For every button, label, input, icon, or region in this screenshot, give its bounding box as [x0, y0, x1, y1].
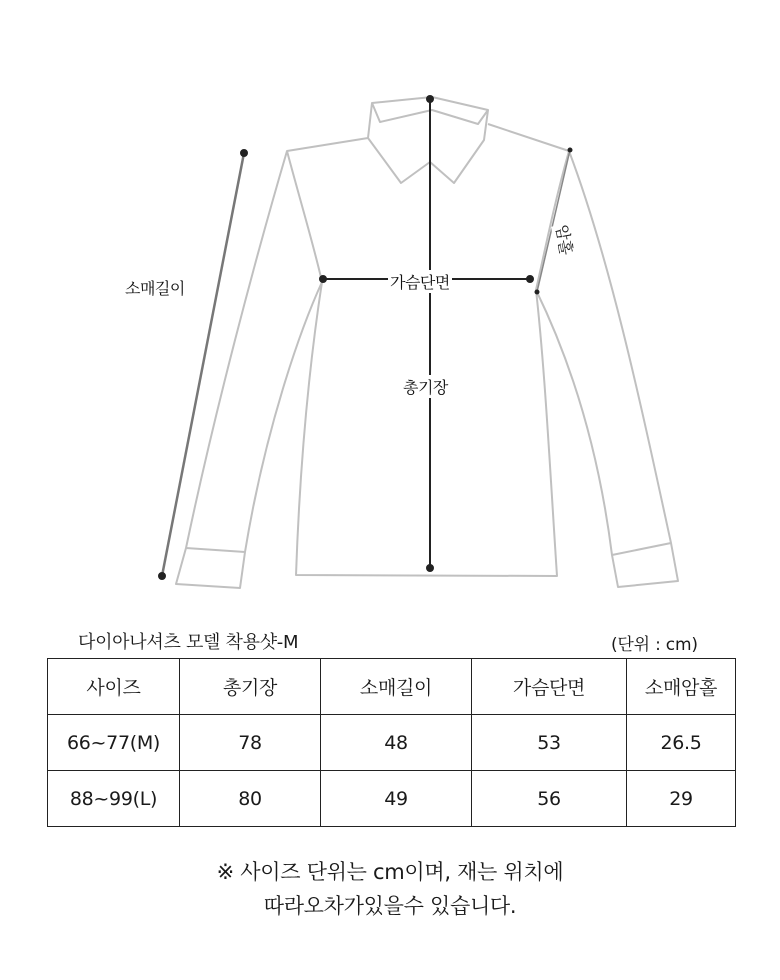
chest-width-label: 가슴단면: [388, 270, 452, 293]
header-chest-width: 가슴단면: [472, 659, 627, 715]
cell-sleeve-armhole: 29: [627, 771, 736, 827]
sleeve-length-label: 소매길이: [125, 279, 185, 298]
cell-sleeve-armhole: 26.5: [627, 715, 736, 771]
cell-size: 88~99(L): [48, 771, 180, 827]
total-length-label: 총기장: [401, 375, 450, 398]
shirt-outline: [176, 97, 678, 588]
cell-chest-width: 56: [472, 771, 627, 827]
header-sleeve-armhole: 소매암홀: [627, 659, 736, 715]
cell-size: 66~77(M): [48, 715, 180, 771]
total-length-end-dot: [427, 565, 434, 572]
cell-chest-width: 53: [472, 715, 627, 771]
measurement-lines: [159, 96, 573, 580]
notice-line-1: ※ 사이즈 단위는 cm이며, 재는 위치에: [216, 860, 564, 884]
cell-total-length: 78: [180, 715, 321, 771]
cell-sleeve-length: 48: [321, 715, 472, 771]
cell-sleeve-length: 49: [321, 771, 472, 827]
table-row: [48, 715, 736, 771]
notice-line-2: 따라오차가있을수 있습니다.: [263, 894, 517, 918]
header-size: 사이즈: [48, 659, 180, 715]
table-title: 다이아나셔츠 모델 착용샷-M: [78, 632, 299, 653]
measurement-notice: [0, 855, 780, 923]
table-header-row: [48, 659, 736, 715]
header-sleeve-length: 소매길이: [321, 659, 472, 715]
total-length-start-dot: [427, 96, 434, 103]
armhole-end-dot: [535, 290, 539, 294]
armhole-label: 암홀: [551, 223, 579, 256]
header-total-length: 총기장: [180, 659, 321, 715]
sleeve-length-start-dot: [241, 150, 248, 157]
armhole-line: [537, 150, 570, 292]
size-table: [47, 658, 736, 827]
chest-width-start-dot: [320, 276, 327, 283]
table-row: [48, 771, 736, 827]
sleeve-length-end-dot: [159, 573, 166, 580]
chest-width-end-dot: [527, 276, 534, 283]
cell-total-length: 80: [180, 771, 321, 827]
sleeve-length-line: [162, 153, 244, 576]
unit-note: (단위 : cm): [611, 635, 698, 655]
armhole-start-dot: [568, 148, 572, 152]
